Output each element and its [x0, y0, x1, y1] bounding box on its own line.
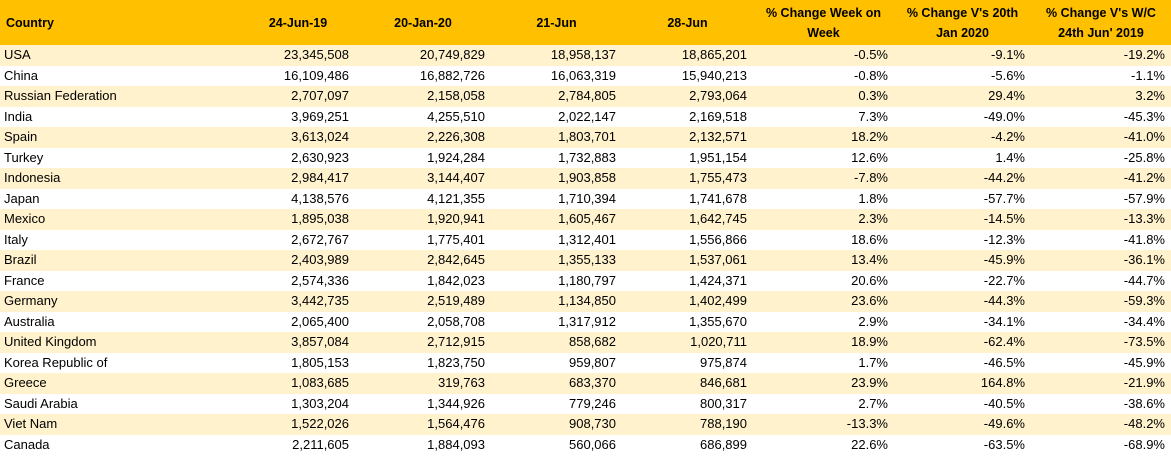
change-vs-20th-jan-cell: -49.6% — [894, 414, 1031, 435]
country-cell: Saudi Arabia — [4, 395, 78, 411]
column-header-country: Country — [0, 0, 241, 45]
table-row — [0, 45, 1171, 66]
value-21-jun-cell: 959,807 — [569, 354, 616, 370]
value-20-jan-20-cell: 1,884,093 — [427, 436, 485, 452]
table-row — [0, 414, 1171, 435]
table-row — [0, 394, 1171, 415]
change-vs-20th-jan-cell: -22.7% — [983, 272, 1025, 288]
change-week-on-week-cell: 1.7% — [858, 354, 888, 370]
value-20-jan-20-cell: 1,564,476 — [355, 414, 491, 435]
value-28-jun-cell: 1,741,678 — [689, 190, 747, 206]
country-cell: Brazil — [0, 250, 241, 271]
change-vs-20th-jan-cell: -46.5% — [983, 354, 1025, 370]
value-28-jun-cell: 1,424,371 — [689, 272, 747, 288]
value-21-jun-cell: 1,710,394 — [558, 190, 616, 206]
value-24-jun-19-cell: 23,345,508 — [241, 45, 355, 66]
value-24-jun-19-cell: 16,109,486 — [283, 67, 349, 83]
change-week-on-week-cell: 18.2% — [753, 127, 894, 148]
value-21-jun-cell: 1,605,467 — [491, 209, 622, 230]
value-20-jan-20-cell: 319,763 — [355, 373, 491, 394]
change-week-on-week-cell: 23.9% — [753, 373, 894, 394]
value-20-jan-20-cell: 3,144,407 — [355, 168, 491, 189]
value-20-jan-20-cell: 1,775,401 — [427, 231, 485, 247]
change-vs-24th-jun-cell: -34.4% — [1123, 313, 1165, 329]
value-21-jun-cell: 1,803,701 — [491, 127, 622, 148]
value-28-jun-cell: 18,865,201 — [622, 45, 753, 66]
change-vs-24th-jun-cell: -73.5% — [1031, 332, 1171, 353]
value-28-jun-cell: 2,169,518 — [689, 108, 747, 124]
table-row — [0, 66, 1171, 87]
value-28-jun-cell: 1,642,745 — [622, 209, 753, 230]
value-20-jan-20-cell: 4,255,510 — [427, 108, 485, 124]
column-header-change-week-on-week: % Change Week on Week — [753, 0, 894, 45]
value-28-jun-cell: 846,681 — [622, 373, 753, 394]
column-header-28-jun: 28-Jun — [622, 0, 753, 45]
value-28-jun-cell: 2,793,064 — [622, 86, 753, 107]
value-28-jun-cell: 686,899 — [700, 436, 747, 452]
value-21-jun-cell: 2,022,147 — [558, 108, 616, 124]
table-row — [0, 250, 1171, 271]
country-cell: Viet Nam — [0, 414, 241, 435]
value-24-jun-19-cell: 1,805,153 — [291, 354, 349, 370]
change-week-on-week-cell: 23.6% — [753, 291, 894, 312]
change-vs-24th-jun-cell: -21.9% — [1031, 373, 1171, 394]
change-week-on-week-cell: 0.3% — [753, 86, 894, 107]
value-24-jun-19-cell: 4,138,576 — [291, 190, 349, 206]
change-vs-20th-jan-cell: -5.6% — [991, 67, 1025, 83]
change-vs-24th-jun-cell: -36.1% — [1031, 250, 1171, 271]
change-vs-24th-jun-cell: -48.2% — [1031, 414, 1171, 435]
change-vs-24th-jun-cell: -41.0% — [1031, 127, 1171, 148]
change-vs-20th-jan-cell: 29.4% — [894, 86, 1031, 107]
value-24-jun-19-cell: 3,969,251 — [291, 108, 349, 124]
value-24-jun-19-cell: 2,065,400 — [291, 313, 349, 329]
change-vs-20th-jan-cell: -49.0% — [983, 108, 1025, 124]
change-vs-20th-jan-cell: -9.1% — [894, 45, 1031, 66]
table-row — [0, 271, 1171, 292]
value-21-jun-cell: 1,732,883 — [558, 149, 616, 165]
value-21-jun-cell: 1,317,912 — [558, 313, 616, 329]
change-week-on-week-cell: 1.8% — [858, 190, 888, 206]
header-row — [0, 0, 1171, 45]
value-28-jun-cell: 1,951,154 — [689, 149, 747, 165]
change-week-on-week-cell: -0.5% — [753, 45, 894, 66]
change-week-on-week-cell: 2.9% — [858, 313, 888, 329]
value-21-jun-cell: 779,246 — [569, 395, 616, 411]
value-24-jun-19-cell: 2,403,989 — [241, 250, 355, 271]
country-cell: Australia — [4, 313, 55, 329]
country-cell: France — [4, 272, 45, 288]
change-week-on-week-cell: 12.6% — [851, 149, 888, 165]
column-header-21-jun: 21-Jun — [491, 0, 622, 45]
value-20-jan-20-cell: 1,823,750 — [427, 354, 485, 370]
change-week-on-week-cell: 22.6% — [851, 436, 888, 452]
change-vs-24th-jun-cell: 3.2% — [1031, 86, 1171, 107]
change-week-on-week-cell: 18.6% — [851, 231, 888, 247]
change-week-on-week-cell: -13.3% — [753, 414, 894, 435]
value-21-jun-cell: 683,370 — [491, 373, 622, 394]
change-vs-20th-jan-cell: -45.9% — [894, 250, 1031, 271]
table-row — [0, 435, 1171, 456]
column-header-change-vs-20th-jan: % Change V's 20th Jan 2020 — [894, 0, 1031, 45]
value-28-jun-cell: 15,940,213 — [681, 67, 747, 83]
country-cell: Italy — [4, 231, 28, 247]
value-28-jun-cell: 1,355,670 — [689, 313, 747, 329]
value-28-jun-cell: 788,190 — [622, 414, 753, 435]
column-header-change-vs-24th-jun: % Change V's W/C 24th Jun' 2019 — [1031, 0, 1171, 45]
table-row — [0, 291, 1171, 312]
value-28-jun-cell: 800,317 — [700, 395, 747, 411]
value-24-jun-19-cell: 3,613,024 — [241, 127, 355, 148]
change-vs-20th-jan-cell: -62.4% — [894, 332, 1031, 353]
value-20-jan-20-cell: 1,842,023 — [427, 272, 485, 288]
table-row — [0, 107, 1171, 128]
value-28-jun-cell: 1,537,061 — [622, 250, 753, 271]
table-row — [0, 373, 1171, 394]
change-vs-24th-jun-cell: -41.2% — [1031, 168, 1171, 189]
value-21-jun-cell: 18,958,137 — [491, 45, 622, 66]
value-28-jun-cell: 1,020,711 — [622, 332, 753, 353]
value-20-jan-20-cell: 2,158,058 — [355, 86, 491, 107]
change-vs-20th-jan-cell: -34.1% — [983, 313, 1025, 329]
table-row — [0, 312, 1171, 333]
value-24-jun-19-cell: 1,522,026 — [241, 414, 355, 435]
country-cell: Spain — [0, 127, 241, 148]
table-row — [0, 86, 1171, 107]
value-20-jan-20-cell: 2,519,489 — [355, 291, 491, 312]
country-cell: Mexico — [0, 209, 241, 230]
table-row — [0, 168, 1171, 189]
value-20-jan-20-cell: 1,924,284 — [427, 149, 485, 165]
table-row — [0, 127, 1171, 148]
value-20-jan-20-cell: 2,712,915 — [355, 332, 491, 353]
country-cell: Greece — [0, 373, 241, 394]
value-20-jan-20-cell: 16,882,726 — [419, 67, 485, 83]
value-24-jun-19-cell: 2,984,417 — [241, 168, 355, 189]
column-header-24-jun-19: 24-Jun-19 — [241, 0, 355, 45]
value-20-jan-20-cell: 1,344,926 — [427, 395, 485, 411]
value-21-jun-cell: 1,180,797 — [558, 272, 616, 288]
change-vs-20th-jan-cell: 164.8% — [894, 373, 1031, 394]
country-cell: Canada — [4, 436, 50, 452]
change-vs-24th-jun-cell: -45.9% — [1123, 354, 1165, 370]
value-24-jun-19-cell: 1,083,685 — [241, 373, 355, 394]
change-vs-24th-jun-cell: -57.9% — [1123, 190, 1165, 206]
table-row — [0, 230, 1171, 251]
change-vs-20th-jan-cell: -40.5% — [983, 395, 1025, 411]
value-28-jun-cell: 1,402,499 — [622, 291, 753, 312]
change-vs-24th-jun-cell: -19.2% — [1031, 45, 1171, 66]
change-vs-24th-jun-cell: -59.3% — [1031, 291, 1171, 312]
value-21-jun-cell: 908,730 — [491, 414, 622, 435]
table-row — [0, 353, 1171, 374]
change-vs-24th-jun-cell: -1.1% — [1131, 67, 1165, 83]
change-week-on-week-cell: 13.4% — [753, 250, 894, 271]
value-21-jun-cell: 2,784,805 — [491, 86, 622, 107]
table-body — [0, 45, 1171, 455]
value-21-jun-cell: 1,355,133 — [491, 250, 622, 271]
table-row — [0, 209, 1171, 230]
value-21-jun-cell: 1,312,401 — [558, 231, 616, 247]
value-24-jun-19-cell: 2,574,336 — [291, 272, 349, 288]
change-vs-20th-jan-cell: -14.5% — [894, 209, 1031, 230]
country-cell: Turkey — [4, 149, 44, 165]
country-cell: Germany — [0, 291, 241, 312]
value-20-jan-20-cell: 2,842,645 — [355, 250, 491, 271]
change-vs-24th-jun-cell: -25.8% — [1123, 149, 1165, 165]
value-20-jan-20-cell: 20,749,829 — [355, 45, 491, 66]
change-week-on-week-cell: 7.3% — [858, 108, 888, 124]
column-header-20-jan-20: 20-Jan-20 — [355, 0, 491, 45]
change-vs-20th-jan-cell: 1.4% — [995, 149, 1025, 165]
value-24-jun-19-cell: 3,442,735 — [241, 291, 355, 312]
value-20-jan-20-cell: 2,058,708 — [427, 313, 485, 329]
value-20-jan-20-cell: 1,920,941 — [355, 209, 491, 230]
change-vs-24th-jun-cell: -41.8% — [1123, 231, 1165, 247]
change-vs-20th-jan-cell: -63.5% — [983, 436, 1025, 452]
value-21-jun-cell: 1,903,858 — [491, 168, 622, 189]
value-24-jun-19-cell: 1,303,204 — [291, 395, 349, 411]
country-cell: Korea Republic of — [4, 354, 108, 370]
change-vs-24th-jun-cell: -44.7% — [1123, 272, 1165, 288]
country-cell: United Kingdom — [0, 332, 241, 353]
value-28-jun-cell: 975,874 — [700, 354, 747, 370]
table-row — [0, 332, 1171, 353]
country-cell: USA — [0, 45, 241, 66]
change-week-on-week-cell: 2.3% — [753, 209, 894, 230]
value-24-jun-19-cell: 2,707,097 — [241, 86, 355, 107]
country-cell: Indonesia — [0, 168, 241, 189]
country-cell: India — [4, 108, 33, 124]
change-vs-24th-jun-cell: -68.9% — [1123, 436, 1165, 452]
value-28-jun-cell: 1,755,473 — [622, 168, 753, 189]
country-cell: Japan — [4, 190, 40, 206]
change-week-on-week-cell: -7.8% — [753, 168, 894, 189]
change-vs-20th-jan-cell: -44.3% — [894, 291, 1031, 312]
change-vs-20th-jan-cell: -44.2% — [894, 168, 1031, 189]
change-vs-20th-jan-cell: -57.7% — [983, 190, 1025, 206]
value-24-jun-19-cell: 2,672,767 — [291, 231, 349, 247]
change-vs-24th-jun-cell: -45.3% — [1123, 108, 1165, 124]
country-cell: China — [4, 67, 38, 83]
change-vs-20th-jan-cell: -12.3% — [983, 231, 1025, 247]
value-21-jun-cell: 16,063,319 — [550, 67, 616, 83]
value-21-jun-cell: 858,682 — [491, 332, 622, 353]
table-row — [0, 189, 1171, 210]
value-24-jun-19-cell: 3,857,084 — [241, 332, 355, 353]
value-28-jun-cell: 2,132,571 — [622, 127, 753, 148]
country-cell: Russian Federation — [0, 86, 241, 107]
value-24-jun-19-cell: 2,211,605 — [292, 436, 349, 452]
change-week-on-week-cell: -0.8% — [854, 67, 888, 83]
table-row — [0, 148, 1171, 169]
change-vs-24th-jun-cell: -38.6% — [1123, 395, 1165, 411]
value-21-jun-cell: 1,134,850 — [491, 291, 622, 312]
value-24-jun-19-cell: 1,895,038 — [241, 209, 355, 230]
change-week-on-week-cell: 2.7% — [858, 395, 888, 411]
change-week-on-week-cell: 18.9% — [753, 332, 894, 353]
change-vs-24th-jun-cell: -13.3% — [1031, 209, 1171, 230]
value-20-jan-20-cell: 2,226,308 — [355, 127, 491, 148]
change-vs-20th-jan-cell: -4.2% — [894, 127, 1031, 148]
change-week-on-week-cell: 20.6% — [851, 272, 888, 288]
value-21-jun-cell: 560,066 — [569, 436, 616, 452]
value-28-jun-cell: 1,556,866 — [689, 231, 747, 247]
value-24-jun-19-cell: 2,630,923 — [291, 149, 349, 165]
value-20-jan-20-cell: 4,121,355 — [427, 190, 485, 206]
